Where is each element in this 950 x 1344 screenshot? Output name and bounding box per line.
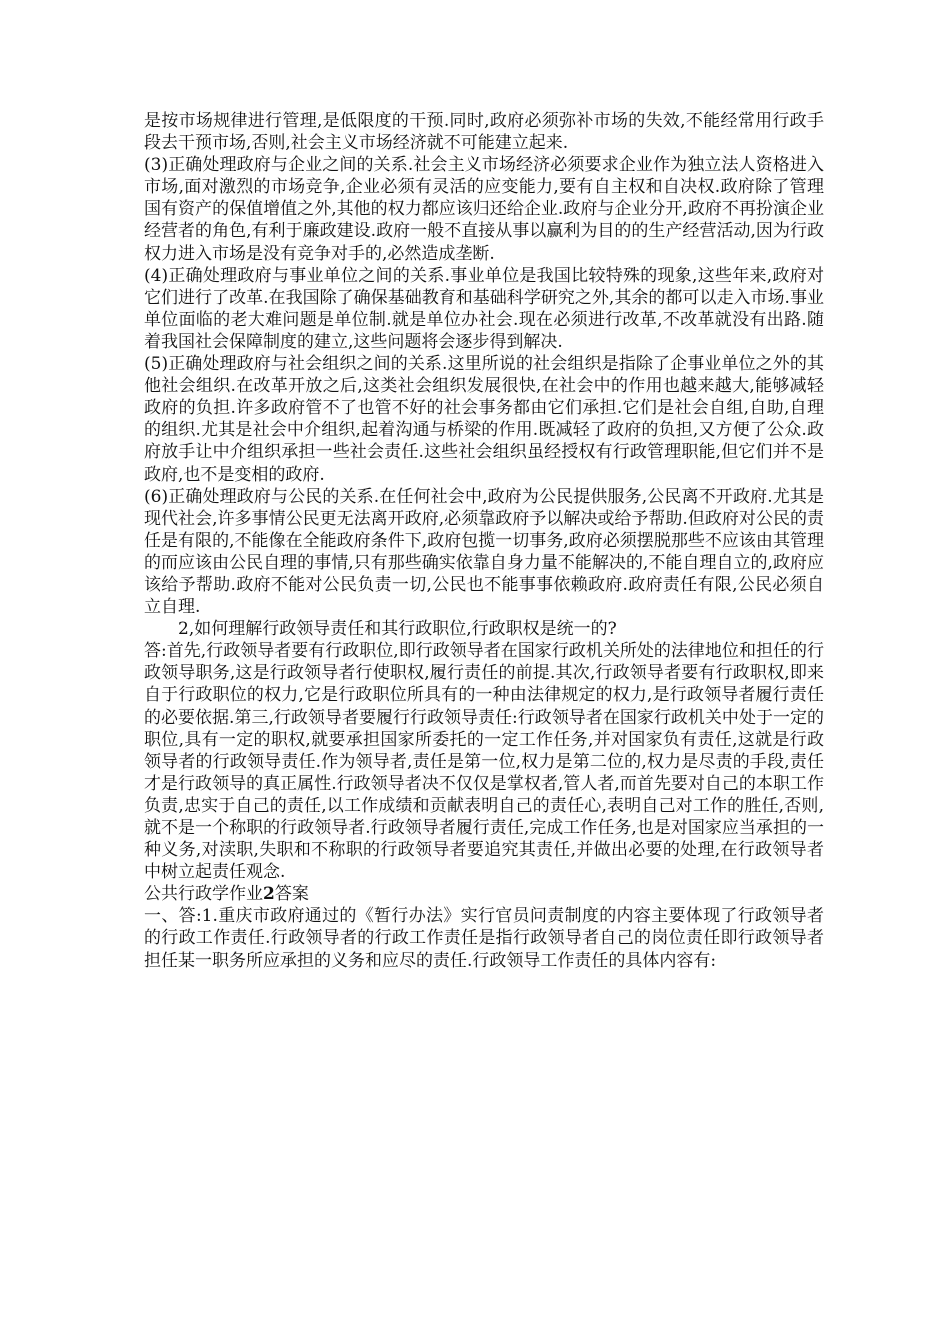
heading-prefix: 公共行政学作业 [144,884,263,905]
answer-2: 答:首先,行政领导者要有行政职位,即行政领导者在国家行政机关所处的法律地位和担任的行政领导职务,这是行政领导者行使职权,履行责任的前提.其次,行政领导者要有行政职权,即来自于行政职位的权力,它是行政职位所具有的一种由法律规定的权力,是行政领导者履行责任的必要依据.第三,行政领导者要履行行政领导责任:行政领导者在国家行政机关中处于一定的职位,具有一定的职权,就要承担国家所委托的一定工作任务,并对国家负有责任,这就是行政领导者的行政领导责任.作为领导者,责任是第一位,权力是第二位的,权力是尽责的手段,责任才是行政领导的真正属性.行政领导者决不仅仅是掌权者,管人者,而首先要对自己的本职工作负责,忠实于自己的责任,以工作成绩和贡献表明自己的责任心,表明自己对工作的胜任,否则,就不是一个称职的行政领导者.行政领导者履行责任,完成工作任务,也是对国家应当承担的一种义务,对渎职,失职和不称职的行政领导者要追究其责任,并做出必要的处理,在行政领导者中树立起责任观念. [144,641,824,883]
document-body [144,110,824,972]
paragraph-item-6: (6)正确处理政府与公民的关系.在任何社会中,政府为公民提供服务,公民离不开政府.尤其是现代社会,许多事情公民更无法离开政府,必须靠政府予以解决或给予帮助.但政府对公民的责任是有限的,不能像在全能政府条件下,政府包揽一切事务,政府必须摆脱那些不应该由其管理的而应该由公民自理的事情,只有那些确实依靠自身力量不能解决的,不能自理自立的,政府应该给予帮助.政府不能对公民负责一切,公民也不能事事依赖政府.政府责任有限,公民必须自立自理. [144,486,824,618]
answer-1-paragraph: 一、答:1.重庆市政府通过的《暂行办法》实行官员问责制度的内容主要体现了行政领导者的行政工作责任.行政领导者的行政工作责任是指行政领导者自己的岗位责任即行政领导者担任某一职务所应承担的义务和应尽的责任.行政领导工作责任的具体内容有: [144,906,824,971]
paragraph-item-3: (3)正确处理政府与企业之间的关系.社会主义市场经济必须要求企业作为独立法人资格进入市场,面对激烈的市场竞争,企业必须有灵活的应变能力,要有自主权和自决权.政府除了管理国有资产的保值增值之外,其他的权力都应该归还给企业.政府与企业分开,政府不再扮演企业经营者的角色,有利于廉政建设.政府一般不直接从事以赢利为目的的生产经营活动,因为行政权力进入市场是没有竞争对手的,必然造成垄断. [144,155,824,264]
paragraph-item-5: (5)正确处理政府与社会组织之间的关系.这里所说的社会组织是指除了企事业单位之外的其他社会组织.在改革开放之后,这类社会组织发展很快,在社会中的作用也越来越大,能够减轻政府的负担.许多政府管不了也管不好的社会事务都由它们承担.它们是社会自组,自助,自理的组织.尤其是社会中介组织,起着沟通与桥梁的作用.既减轻了政府的负担,又方便了公众.政府放手让中介组织承担一些社会责任.这些社会组织虽经授权有行政管理职能,但它们并不是政府,也不是变相的政府. [144,354,824,485]
heading-suffix: 答案 [274,884,309,905]
heading-number: 2 [263,884,275,905]
question-2: 2,如何理解行政领导责任和其行政职位,行政职权是统一的? [178,619,617,640]
section-heading [144,883,824,905]
paragraph-intro: 是按市场规律进行管理,是低限度的干预.同时,政府必须弥补市场的失效,不能经常用行政手段去干预市场,否则,社会主义市场经济就不可能建立起来. [144,111,824,154]
paragraph-item-4: (4)正确处理政府与事业单位之间的关系.事业单位是我国比较特殊的现象,这些年来,政府对它们进行了改革.在我国除了确保基础教育和基础科学研究之外,其余的都可以走入市场.事业单位面临的老大难问题是单位制.就是单位办社会.现在必须进行改革,不改革就没有出路.随着我国社会保障制度的建立,这些问题将会逐步得到解决. [144,265,824,352]
